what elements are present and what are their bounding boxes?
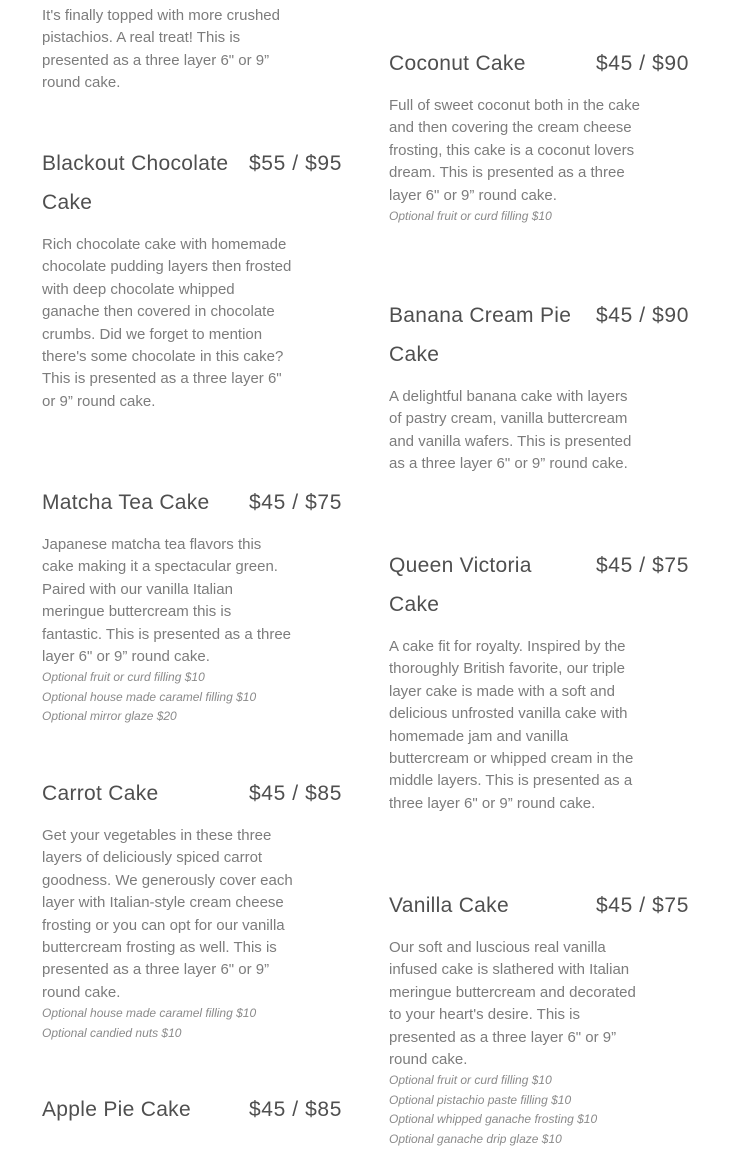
menu-item-partial bbox=[42, 5, 342, 95]
item-price: $45 / $75 bbox=[596, 554, 689, 577]
item-price: $45 / $75 bbox=[596, 894, 689, 917]
item-description: Rich chocolate cake with homemade chocolate pudding layers then frosted with deep chocolate whipped ganache then covered in chocolate crumbs. Did we forget to mention there's some chocolate in this cake? This is presented as a three layer 6" or 9” round cake. bbox=[42, 236, 292, 410]
item-options bbox=[42, 1004, 342, 1043]
item-name: Blackout Chocolate Cake bbox=[42, 152, 229, 214]
item-option: Optional pistachio paste filling $10 bbox=[389, 1092, 572, 1107]
menu-item-matcha-tea-cake bbox=[42, 483, 342, 727]
menu-item-blackout-chocolate-cake bbox=[42, 144, 342, 413]
menu-item-queen-victoria-cake bbox=[389, 546, 689, 815]
item-header bbox=[42, 144, 342, 222]
item-option: Optional whipped ganache frosting $10 bbox=[389, 1112, 598, 1127]
item-options bbox=[389, 1071, 689, 1149]
item-options bbox=[389, 207, 689, 227]
item-option: Optional fruit or curd filling $10 bbox=[389, 1073, 552, 1088]
item-price: $45 / $85 bbox=[249, 782, 342, 805]
item-header bbox=[42, 1090, 342, 1129]
item-price: $45 / $90 bbox=[596, 304, 689, 327]
item-header bbox=[389, 44, 689, 83]
item-description: Full of sweet coconut both in the cake and then covering the cream cheese frosting, this cake is a coconut lovers dream. This is presented as a three layer 6" or 9” round cake. bbox=[389, 97, 640, 204]
item-option: Optional fruit or curd filling $10 bbox=[42, 670, 205, 685]
item-description: Get your vegetables in these three layers of deliciously spiced carrot goodness. We generously cover each layer with Italian-style cream cheese frosting or you can opt for our vanilla buttercream frosting as well. This is presented as a three layer 6" or 9” round cake. bbox=[42, 827, 293, 1001]
item-price: $45 / $90 bbox=[596, 52, 689, 75]
menu-item-vanilla-cake bbox=[389, 886, 689, 1149]
item-option: Optional house made caramel filling $10 bbox=[42, 689, 257, 704]
menu-item-banana-cream-pie-cake bbox=[389, 296, 689, 476]
item-price: $55 / $95 bbox=[249, 152, 342, 175]
item-name: Apple Pie Cake bbox=[42, 1098, 191, 1121]
item-options bbox=[42, 668, 342, 727]
item-description: A cake fit for royalty. Inspired by the thoroughly British favorite, our triple layer cake is made with a soft and delicious unfrosted vanilla cake with homemade jam and vanilla buttercream or whipped cream in the middle layers. This is presented as a three layer 6" or 9” round cake. bbox=[389, 638, 634, 812]
item-header bbox=[389, 886, 689, 925]
item-option: Optional fruit or curd filling $10 bbox=[389, 209, 552, 224]
item-header bbox=[389, 296, 689, 374]
item-description: Japanese matcha tea flavors this cake making it a spectacular green. Paired with our vanilla Italian meringue buttercream this is fantastic. This is presented as a three layer 6" or 9” round cake. bbox=[42, 536, 292, 666]
item-option: Optional mirror glaze $20 bbox=[42, 709, 177, 724]
item-option: Optional house made caramel filling $10 bbox=[42, 1006, 257, 1021]
menu-item-carrot-cake bbox=[42, 774, 342, 1043]
item-name: Queen Victoria Cake bbox=[389, 554, 532, 616]
item-name: Matcha Tea Cake bbox=[42, 491, 210, 514]
item-option: Optional candied nuts $10 bbox=[42, 1025, 182, 1040]
item-description: It's finally topped with more crushed pistachios. A real treat! This is presented as a three layer 6" or 9” round cake. bbox=[42, 7, 280, 92]
menu-item-coconut-cake bbox=[389, 44, 689, 227]
item-option: Optional ganache drip glaze $10 bbox=[389, 1131, 562, 1146]
item-name: Coconut Cake bbox=[389, 52, 526, 75]
item-header bbox=[389, 546, 689, 624]
item-name: Banana Cream Pie Cake bbox=[389, 304, 572, 366]
item-header bbox=[42, 483, 342, 522]
item-price: $45 / $85 bbox=[249, 1098, 342, 1121]
item-name: Vanilla Cake bbox=[389, 894, 509, 917]
item-description: A delightful banana cake with layers of pastry cream, vanilla buttercream and vanilla wafers. This is presented as a three layer 6" or 9” round cake. bbox=[389, 388, 632, 473]
item-price: $45 / $75 bbox=[249, 491, 342, 514]
item-name: Carrot Cake bbox=[42, 782, 159, 805]
item-description: Our soft and luscious real vanilla infused cake is slathered with Italian meringue buttercream and decorated to your heart's desire. This is presented as a three layer 6" or 9” round cake. bbox=[389, 939, 636, 1069]
menu-item-apple-pie-cake bbox=[42, 1090, 342, 1129]
item-header bbox=[42, 774, 342, 813]
